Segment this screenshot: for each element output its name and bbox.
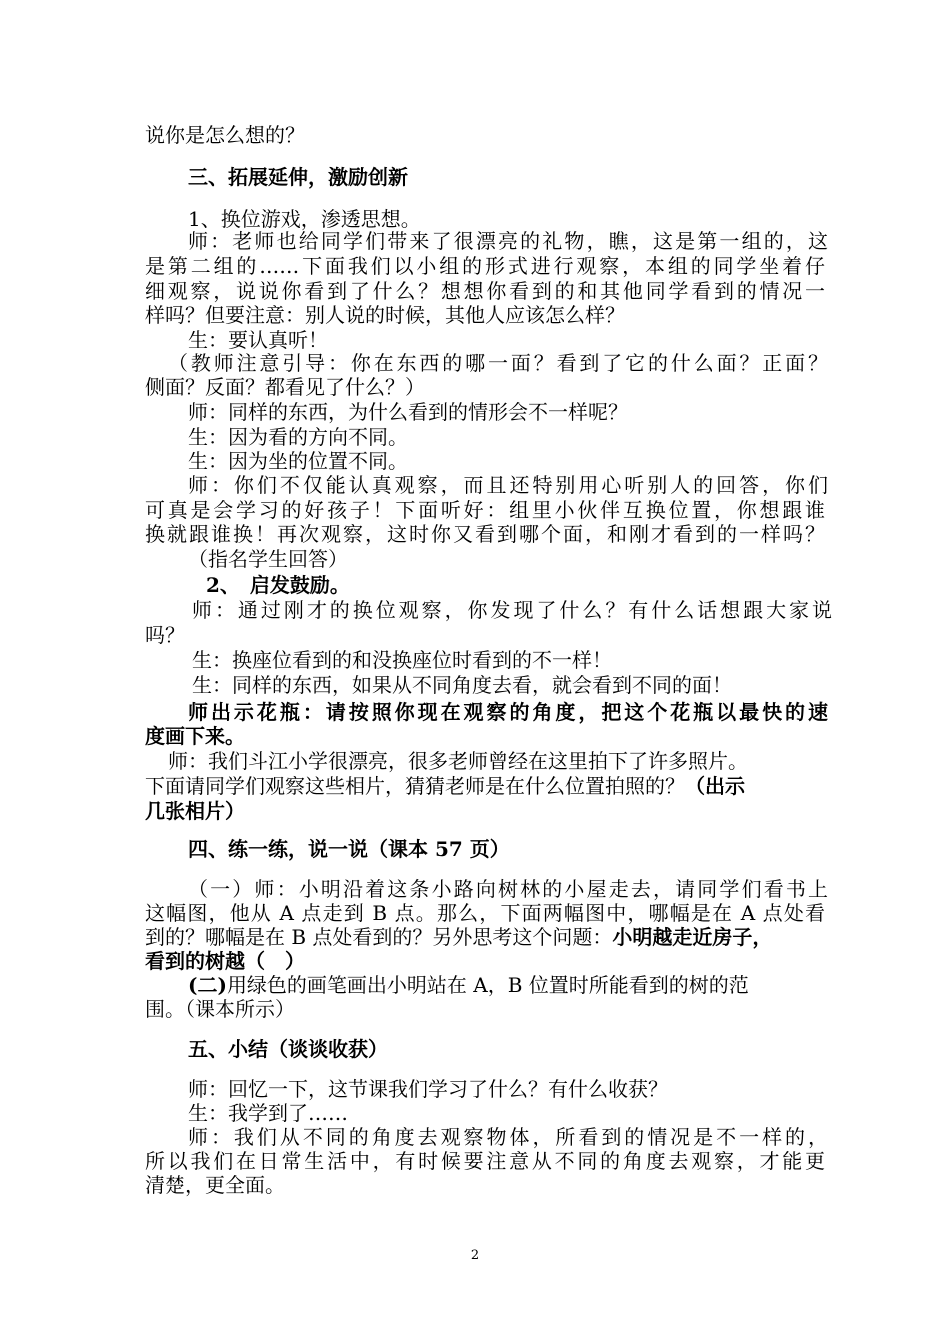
text-line: 这幅图，他从 A 点走到 B 点。那么，下面两幅图中，哪幅是在 A 点处看 (145, 901, 825, 925)
text-line: 师：老师也给同学们带来了很漂亮的礼物，瞧，这是第一组的，这 (188, 229, 828, 253)
bold-text-run: (二) (188, 973, 227, 997)
section-heading: 五、小结（谈谈收获） (188, 1037, 388, 1061)
text-line: 吗？ (145, 623, 185, 647)
text-line: 师：回忆一下，这节课我们学习了什么？有什么收获？ (188, 1077, 668, 1101)
text-line (188, 972, 828, 998)
text-line: （教师注意引导：你在东西的哪一面？看到了它的什么面？正面？ (168, 351, 828, 375)
text-run: 下面请同学们观察这些相片，猜猜老师是在什么位置拍照的？ (145, 774, 685, 798)
text-line: 所以我们在日常生活中，有时候要注意从不同的角度去观察，才能更 (145, 1149, 825, 1173)
text-run: 用绿色的画笔画出小明站在 A，B 位置时所能看到的树的范 (226, 973, 749, 997)
bold-text-line: 师出示花瓶：请按照你现在观察的角度，把这个花瓶以最快的速 (188, 700, 828, 724)
text-line: 师：你们不仅能认真观察，而且还特别用心听别人的回答，你们 (188, 473, 828, 497)
section-heading: 四、练一练，说一说（课本 57 页） (188, 837, 510, 861)
bold-text-run: （出示 (685, 774, 745, 798)
text-line: （指名学生回答） (188, 547, 348, 571)
text-line: 换就跟谁换！再次观察，这时你又看到哪个面，和刚才看到的一样吗？ (145, 522, 825, 546)
text-line: 说你是怎么想的？ (145, 123, 305, 147)
text-line: 可真是会学习的好孩子！下面听好：组里小伙伴互换位置，你想跟谁 (145, 498, 825, 522)
text-run: 到的？哪幅是在 B 点处看到的？另外思考这个问题： (145, 925, 613, 949)
text-line: 清楚，更全面。 (145, 1173, 285, 1197)
bold-text-line: 看到的树越（ ） (145, 949, 305, 973)
page-number: 2 (470, 1248, 480, 1263)
text-line: 生：换座位看到的和没换座位时看到的不一样！ (192, 648, 612, 672)
bold-text-line: 几张相片） (145, 799, 245, 823)
text-line: 师：我们从不同的角度去观察物体，所看到的情况是不一样的， (188, 1125, 828, 1149)
text-line: 样吗？但要注意：别人说的时候，其他人应该怎么样？ (145, 303, 625, 327)
text-line: 生：要认真听！ (188, 328, 328, 352)
text-line: 师：同样的东西，为什么看到的情形会不一样呢？ (188, 400, 628, 424)
bold-text-line: 度画下来。 (145, 724, 245, 748)
text-line: 1、换位游戏，渗透思想。 (188, 207, 421, 231)
text-line: 生：我学到了…… (188, 1101, 348, 1125)
subheading: 2、 启发鼓励。 (206, 573, 350, 597)
text-line: 生：因为看的方向不同。 (188, 425, 408, 449)
text-line: 师：通过刚才的换位观察，你发现了什么？有什么话想跟大家说 (192, 598, 832, 622)
text-line: 生：因为坐的位置不同。 (188, 449, 408, 473)
text-line (145, 924, 825, 950)
text-line: 围。（课本所示） (145, 997, 295, 1021)
text-line: （一）师：小明沿着这条小路向树林的小屋走去，请同学们看书上 (188, 877, 828, 901)
text-line: 细观察，说说你看到了什么？想想你看到的和其他同学看到的情况一 (145, 279, 825, 303)
bold-text-run: 小明越走近房子， (612, 925, 773, 949)
section-heading: 三、拓展延伸，激励创新 (188, 165, 408, 189)
text-line: 生：同样的东西，如果从不同角度去看，就会看到不同的面！ (192, 673, 732, 697)
text-line (145, 773, 825, 799)
text-line: 是第二组的……下面我们以小组的形式进行观察，本组的同学坐着仔 (145, 254, 825, 278)
text-line: 侧面？反面？都看见了什么？） (145, 375, 425, 399)
text-line: 师：我们斗江小学很漂亮，很多老师曾经在这里拍下了许多照片。 (168, 749, 748, 773)
